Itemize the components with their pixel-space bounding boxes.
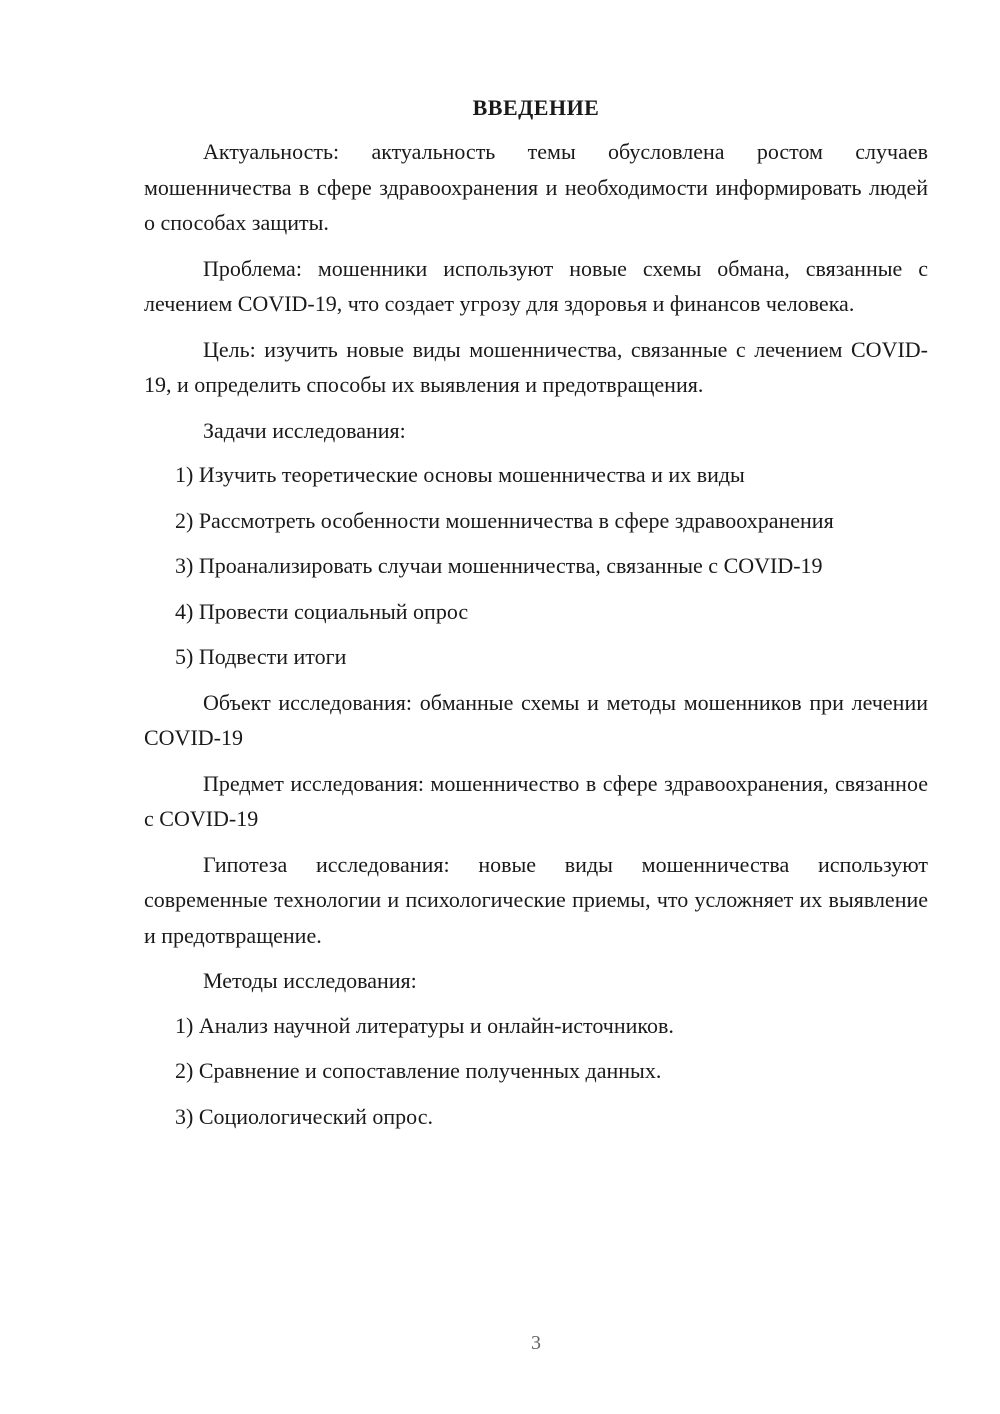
task-item: 5) Подвести итоги [175, 644, 347, 669]
document-page [144, 90, 928, 1144]
section-title: ВВЕДЕНИЕ [472, 95, 600, 120]
methods-list [144, 1008, 928, 1135]
methods-heading: Методы исследования: [203, 968, 417, 993]
task-item: 3) Проанализировать случаи мошенничества, связанные с COVID-19 [175, 553, 823, 578]
goal-paragraph: Цель: изучить новые виды мошенничества, связанные с лечением COVID-19, и определить способы их выявления и предотвращения. [144, 336, 928, 397]
problem-paragraph: Проблема: мошенники используют новые схемы обмана, связанные с лечением COVID-19, что создает угрозу для здоровья и финансов человека. [144, 255, 928, 316]
task-item: 4) Провести социальный опрос [175, 598, 469, 624]
method-item: 1) Анализ научной литературы и онлайн-источников. [175, 1012, 674, 1038]
tasks-heading: Задачи исследования: [203, 417, 406, 443]
hypothesis-paragraph: Гипотеза исследования: новые виды мошенничества используют современные технологии и психологические приемы, что усложняет их выявление и предотвращение. [144, 851, 928, 948]
tasks-list [144, 457, 928, 675]
method-item: 2) Сравнение и сопоставление полученных данных. [175, 1058, 662, 1083]
page-number: 3 [531, 1332, 541, 1354]
task-item: 1) Изучить теоретические основы мошенничества и их виды [175, 462, 745, 487]
relevance-paragraph: Актуальность: актуальность темы обусловлена ростом случаев мошенничества в сфере здравоохранения и необходимости информировать людей о способах защиты. [144, 139, 928, 235]
object-paragraph: Объект исследования: обманные схемы и методы мошенников при лечении COVID-19 [144, 689, 928, 750]
method-item: 3) Социологический опрос. [175, 1103, 433, 1129]
subject-paragraph: Предмет исследования: мошенничество в сфере здравоохранения, связанное с COVID-19 [144, 770, 928, 831]
task-item: 2) Рассмотреть особенности мошенничества в сфере здравоохранения [175, 507, 834, 533]
